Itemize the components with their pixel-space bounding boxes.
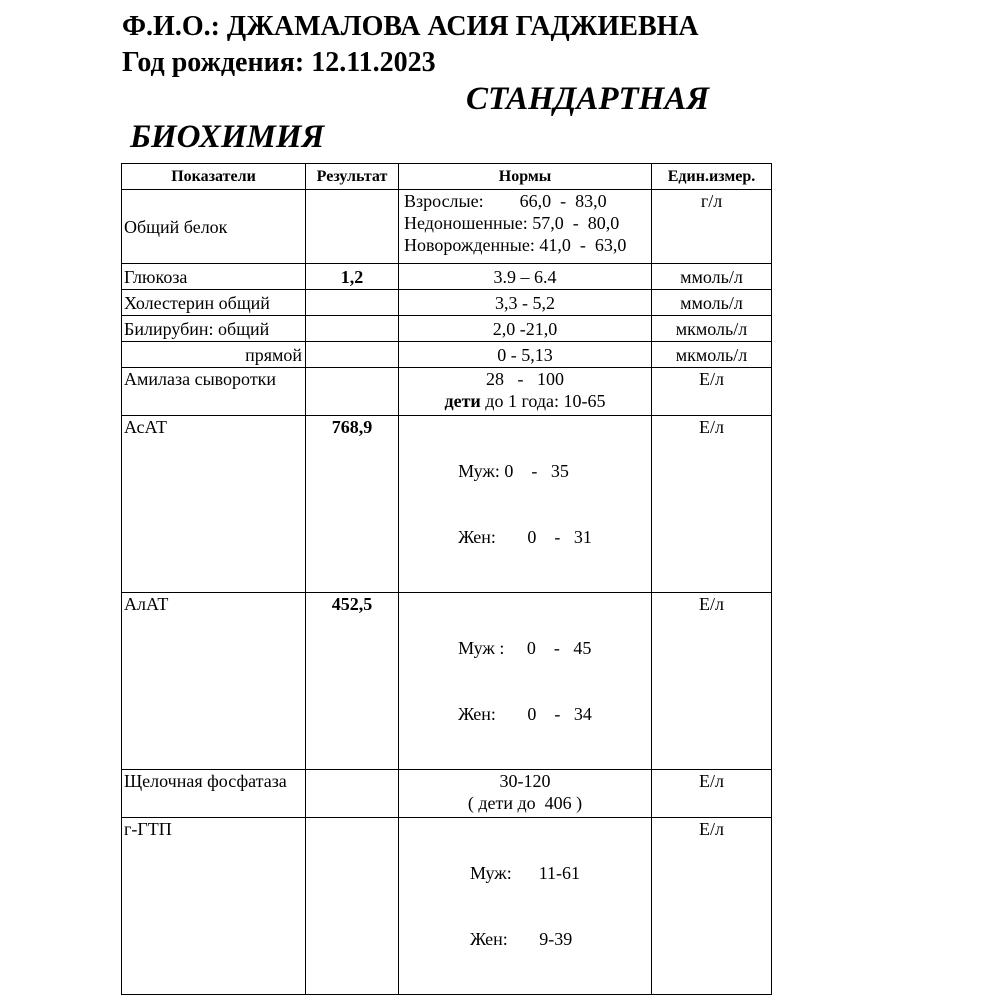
result-value	[306, 316, 399, 342]
norm-female: Жен: 9-39	[469, 929, 573, 949]
indicator-name: АсАТ	[122, 416, 306, 593]
norm-adults: 30-120	[499, 771, 551, 791]
result-value	[306, 368, 399, 416]
table-row-glucose	[122, 264, 772, 290]
column-header-norms: Нормы	[399, 164, 652, 190]
norm-male: Муж: 11-61	[469, 863, 581, 883]
table-row-alt	[122, 593, 772, 770]
norm-adults: Взрослые: 66,0 - 83,0	[404, 191, 607, 211]
column-header-result: Результат	[306, 164, 399, 190]
norm-range	[399, 770, 652, 818]
result-value	[306, 290, 399, 316]
birth-date: Год рождения: 12.11.2023	[122, 47, 436, 78]
unit: Е/л	[652, 368, 772, 416]
result-value: 452,5	[306, 593, 399, 770]
indicator-name: Билирубин: общий	[122, 316, 306, 342]
norm-range: 0 - 5,13	[399, 342, 652, 368]
norm-male: Муж: 0 - 35	[458, 461, 569, 481]
results-table	[121, 163, 772, 995]
table-row-cholesterol	[122, 290, 772, 316]
table-row-ggt	[122, 818, 772, 995]
norm-range	[399, 593, 652, 770]
indicator-name: Холестерин общий	[122, 290, 306, 316]
norm-range	[399, 416, 652, 593]
unit: Е/л	[652, 416, 772, 593]
norm-children-range: до 1 года: 10-65	[480, 391, 606, 411]
norm-children: ( дети до 406 )	[467, 793, 583, 813]
norm-adults: 28 - 100	[486, 369, 564, 389]
column-header-indicator: Показатели	[122, 164, 306, 190]
unit: г/л	[652, 190, 772, 264]
norm-children	[401, 390, 649, 412]
indicator-name: Амилаза сыворотки	[122, 368, 306, 416]
indicator-name: Глюкоза	[122, 264, 306, 290]
norm-female: Жен: 0 - 34	[458, 704, 592, 724]
table-row-bilirubin-total	[122, 316, 772, 342]
table-row-total-protein	[122, 190, 772, 264]
unit: Е/л	[652, 818, 772, 995]
unit: мкмоль/л	[652, 342, 772, 368]
result-value: 1,2	[306, 264, 399, 290]
result-value	[306, 342, 399, 368]
norm-newborn: Новорожденные: 41,0 - 63,0	[404, 235, 627, 255]
unit: Е/л	[652, 593, 772, 770]
patient-name: Ф.И.О.: ДЖАМАЛОВА АСИЯ ГАДЖИЕВНА	[122, 11, 699, 42]
indicator-name: прямой	[122, 342, 306, 368]
unit: ммоль/л	[652, 264, 772, 290]
table-row-bilirubin-direct	[122, 342, 772, 368]
table-row-amylase	[122, 368, 772, 416]
norm-range: 3,3 - 5,2	[399, 290, 652, 316]
result-value	[306, 818, 399, 995]
norm-male: Муж : 0 - 45	[458, 638, 592, 658]
table-row-ast	[122, 416, 772, 593]
norm-range	[399, 818, 652, 995]
indicator-name: Щелочная фосфатаза	[122, 770, 306, 818]
indicator-name: АлАТ	[122, 593, 306, 770]
indicator-name: г-ГТП	[122, 818, 306, 995]
norm-range: 2,0 -21,0	[399, 316, 652, 342]
unit: мкмоль/л	[652, 316, 772, 342]
result-value: 768,9	[306, 416, 399, 593]
unit: ммоль/л	[652, 290, 772, 316]
table-row-alkaline-phosphatase	[122, 770, 772, 818]
report-title-line2: БИОХИМИЯ	[130, 119, 325, 155]
table-header-row	[122, 164, 772, 190]
norm-range	[399, 190, 652, 264]
norm-premature: Недоношенные: 57,0 - 80,0	[404, 213, 620, 233]
norm-female: Жен: 0 - 31	[458, 527, 592, 547]
norm-range: 3.9 – 6.4	[399, 264, 652, 290]
unit: Е/л	[652, 770, 772, 818]
norm-children-label: дети	[444, 391, 481, 411]
indicator-name: Общий белок	[122, 190, 306, 264]
norm-range	[399, 368, 652, 416]
result-value	[306, 770, 399, 818]
column-header-unit: Един.измер.	[652, 164, 772, 190]
result-value	[306, 190, 399, 264]
report-title-line1: СТАНДАРТНАЯ	[466, 81, 710, 117]
